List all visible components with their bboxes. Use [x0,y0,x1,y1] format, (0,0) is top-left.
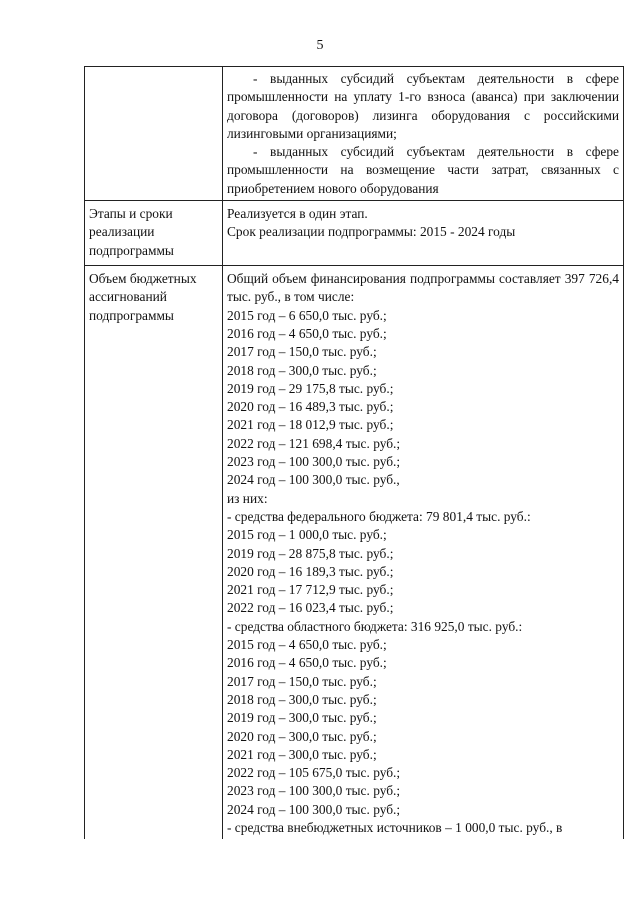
budget-line: 2015 год – 1 000,0 тыс. руб.; [227,527,387,543]
budget-line: 2016 год – 4 650,0 тыс. руб.; [227,325,387,341]
budget-line: 2015 год – 6 650,0 тыс. руб.; [227,307,387,323]
table-row [85,201,624,266]
budget-line: 2024 год – 100 300,0 тыс. руб., [227,472,400,488]
subsidies-cell [223,67,624,201]
budget-line: 2021 год – 300,0 тыс. руб.; [227,746,377,762]
row-label-budget: Объем бюджетных ассигнований подпрограммы [85,266,223,840]
budget-line: - средства федерального бюджета: 79 801,4 тыс. руб.: [227,508,531,524]
budget-line: 2020 год – 16 189,3 тыс. руб.; [227,563,394,579]
page-number: 5 [316,38,324,53]
budget-line: 2020 год – 300,0 тыс. руб.; [227,728,377,744]
table-row [85,266,624,840]
budget-line: 2023 год – 100 300,0 тыс. руб.; [227,454,401,470]
budget-line: 2022 год – 16 023,4 тыс. руб.; [227,600,394,616]
budget-line: 2019 год – 29 175,8 тыс. руб.; [227,380,394,396]
budget-line: - средства внебюджетных источников – 1 000,0 тыс. руб., в [227,819,563,835]
budget-line: 2020 год – 16 489,3 тыс. руб.; [227,399,394,415]
passport-table [84,66,624,839]
budget-cell [223,266,624,840]
budget-line: 2016 год – 4 650,0 тыс. руб.; [227,655,387,671]
budget-line: 2022 год – 105 675,0 тыс. руб.; [227,765,401,781]
table-row [85,67,624,201]
subsidy-item: - выданных субсидий субъектам деятельности в сфере промышленности на уплату 1-го взноса (аванса) при заключении договора (договоров) лизинга оборудования с российскими лизинговыми организациями; [227,71,619,141]
period-line: Срок реализации подпрограммы: 2015 - 2024 годы [227,224,516,240]
budget-lines [227,307,619,838]
budget-line: 2022 год – 121 698,4 тыс. руб.; [227,435,401,451]
budget-line: 2017 год – 150,0 тыс. руб.; [227,344,377,360]
budget-line: 2018 год – 300,0 тыс. руб.; [227,691,377,707]
budget-line: 2019 год – 300,0 тыс. руб.; [227,710,377,726]
subsidy-item: - выданных субсидий субъектам деятельности в сфере промышленности на возмещение части затрат, связанных с приобретением нового оборудования [227,144,619,196]
budget-line: из них: [227,490,268,506]
budget-line: - средства областного бюджета: 316 925,0 тыс. руб.: [227,618,523,634]
budget-line: 2017 год – 150,0 тыс. руб.; [227,673,377,689]
budget-line: 2023 год – 100 300,0 тыс. руб.; [227,783,401,799]
budget-line: 2018 год – 300,0 тыс. руб.; [227,362,377,378]
stages-cell [223,201,624,266]
budget-line: 2019 год – 28 875,8 тыс. руб.; [227,545,394,561]
row-label-empty [85,67,223,201]
budget-line: 2021 год – 18 012,9 тыс. руб.; [227,417,394,433]
stages-line: Реализуется в один этап. [227,206,368,222]
row-label-stages: Этапы и сроки реализации подпрограммы [85,201,223,266]
budget-line: 2021 год – 17 712,9 тыс. руб.; [227,582,394,598]
budget-line: 2015 год – 4 650,0 тыс. руб.; [227,637,387,653]
budget-line: 2024 год – 100 300,0 тыс. руб.; [227,801,401,817]
budget-intro: Общий объем финансирования подпрограммы составляет 397 726,4 тыс. руб., в том числе: [227,271,619,305]
